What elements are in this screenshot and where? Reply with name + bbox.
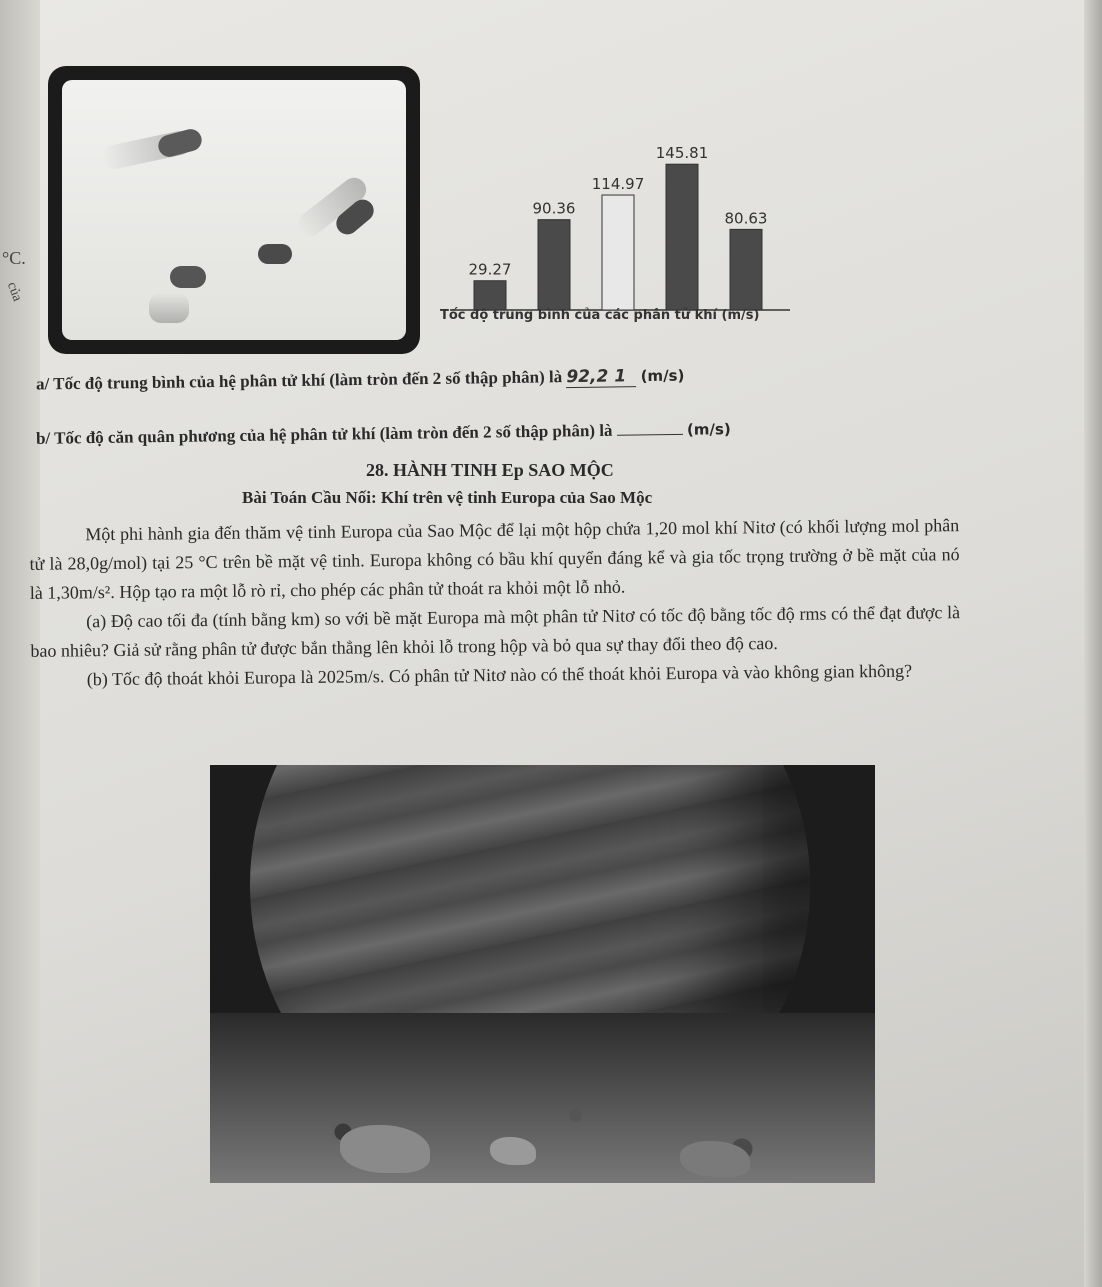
question-b: [36, 419, 731, 449]
chart-bar: [602, 195, 634, 310]
question-a: [36, 365, 685, 395]
europa-surface-image: [210, 1013, 875, 1183]
question-a-answer[interactable]: 92,2 1: [566, 366, 636, 388]
margin-note: của: [3, 280, 25, 304]
gas-molecules-illustration: [48, 66, 420, 354]
chart-x-axis-label: Tốc độ trung bình của các phân tử khí (m/s): [440, 308, 760, 323]
question-b-unit: (m/s): [686, 420, 731, 439]
molecule-trail: [149, 293, 189, 323]
chart-value-label: 145.81: [655, 144, 709, 163]
problem-paragraph-1: Một phi hành gia đến thăm vệ tinh Europa của Sao Mộc để lại một hộp chứa 1,20 mol khí Nitơ (có khối lượng mol phân tử là 28,0g/mol) tại 25 °C trên bề mặt vệ tinh. Europa không có bầu khí quyển đáng kể và gia tốc trọng trường ở bề mặt của nó là 1,30m/s². Hộp tạo ra một lỗ rò rỉ, cho phép các phân tử thoát ra khỏi một lỗ nhỏ.: [29, 515, 960, 603]
question-b-text: b/ Tốc độ căn quân phương của hệ phân tử khí (làm tròn đến 2 số thập phân) là: [35, 420, 613, 448]
rock-shape: [490, 1137, 536, 1165]
molecule-panel: [62, 80, 406, 340]
section-heading: 28. HÀNH TINH Ep SAO MỘC: [366, 460, 614, 480]
rock-shape: [680, 1141, 750, 1177]
chart-value-label: 29.27: [468, 260, 512, 279]
chart-value-label: 114.97: [591, 175, 645, 194]
margin-note: °C.: [2, 248, 26, 268]
problem-paragraph-2: (a) Độ cao tối đa (tính bằng km) so với bề mặt Europa mà một phân tử Nitơ có tốc độ bằng tốc độ rms có thể đạt được là bao nhiêu? Giả sử rằng phân tử được bắn thẳng lên khỏi lỗ trong hộp và bỏ qua sự thay đổi theo độ cao.: [30, 602, 961, 661]
chart-value-label: 80.63: [724, 209, 768, 228]
question-a-unit: (m/s): [640, 366, 685, 386]
problem-text: [29, 511, 961, 695]
gas-molecule: [258, 244, 292, 264]
chart-bar: [474, 281, 506, 310]
chart-bar: [666, 164, 698, 310]
gas-molecule: [170, 266, 206, 288]
chart-canvas: [430, 144, 810, 310]
jupiter-europa-photo: [210, 765, 875, 1183]
chart-bar: [730, 229, 762, 310]
page-right-edge: [1084, 0, 1102, 1287]
chart-bar: [538, 220, 570, 310]
section-subheading: Bài Toán Cầu Nối: Khí trên vệ tinh Europa của Sao Mộc: [242, 488, 653, 507]
question-b-answer-blank[interactable]: [617, 434, 683, 436]
problem-paragraph-3: (b) Tốc độ thoát khỏi Europa là 2025m/s. Có phân tử Nitơ nào có thể thoát khỏi Europa và vào không gian không?: [86, 660, 913, 690]
question-a-text: a/ Tốc độ trung bình của hệ phân tử khí (làm tròn đến 2 số thập phân) là: [35, 367, 563, 394]
chart-value-label: 90.36: [532, 199, 576, 218]
